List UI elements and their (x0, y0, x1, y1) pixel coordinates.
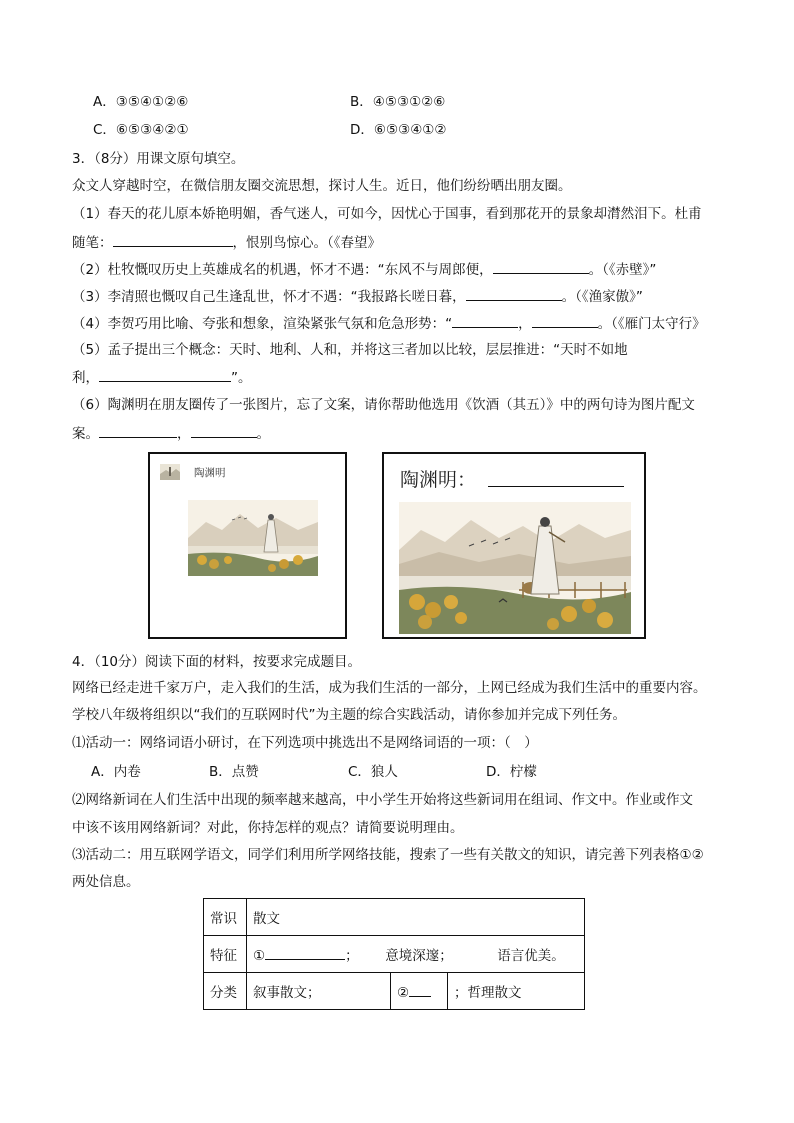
q4-option-a[interactable]: A．内卷 (91, 764, 141, 780)
q3-intro: 众文人穿越时空，在微信朋友圈交流思想，探讨人生。近日，他们纷纷晒出朋友圈。 (72, 178, 572, 194)
q4-task2-line1: ⑵网络新词在人们生活中出现的频率越来越高，中小学生开始将这些新词用在组词、作文中。作业或作文 (72, 792, 693, 808)
cell-blank-2 (391, 973, 448, 1010)
q4-material-line2: 学校八年级将组织以“我们的互联网时代”为主题的综合实践活动，请你参加并完成下列任务。 (72, 707, 626, 723)
q3-item4-blank-2[interactable] (532, 313, 598, 328)
q3-item4-sep: ， (518, 316, 532, 332)
q3-item6-blank-1[interactable] (99, 423, 177, 438)
q3-item5-line2 (72, 367, 252, 388)
landscape-painting-large (399, 502, 631, 634)
q3-item5-line1: （5）孟子提出三个概念：天时、地利、人和，并将这三者加以比较，层层推进：“天时不如地 (72, 342, 628, 358)
table-row (204, 973, 585, 1010)
q3-item1-line1: （1）春天的花儿原本娇艳明媚，香气迷人，可如今，因忧心于国事，看到那花开的景象却潸然泪下。杜甫 (72, 206, 702, 222)
cell-prose: 散文 (247, 899, 585, 936)
moments-post-large (382, 452, 646, 639)
row-head-feature: 特征 (204, 936, 247, 973)
q3-title: 3．（8分）用课文原句填空。 (72, 151, 245, 167)
q3-item2-blank[interactable] (493, 259, 589, 274)
q4-option-c[interactable]: C．狼人 (348, 764, 398, 780)
q2-option-a: A．③⑤④①②⑥ (93, 94, 189, 110)
q3-item1-line2 (72, 232, 381, 253)
q3-item6-sep: ， (177, 426, 191, 442)
feature-artistic-conception: 意境深邃； (385, 948, 453, 964)
blank-1-marker: ① (253, 948, 266, 964)
q3-item6-line1: （6）陶渊明在朋友圈传了一张图片，忘了文案，请你帮助他选用《饮酒（其五）》中的两句诗为图片配文 (72, 397, 695, 413)
blank-2[interactable] (409, 982, 431, 997)
q4-task2-line2: 中该不该用网络新词？对此，你持怎样的观点？请简要说明理由。 (72, 820, 464, 836)
q3-item3-blank[interactable] (466, 286, 562, 301)
q3-item1-prefix: 随笔： (72, 235, 113, 251)
q3-item6-line2 (72, 423, 270, 444)
row-head-category: 分类 (204, 973, 247, 1010)
q4-option-b[interactable]: B．点赞 (209, 764, 259, 780)
q3-item1-suffix: ，恨别鸟惊心。（《春望》 (232, 235, 381, 251)
q4-task3-line1: ⑶活动二：用互联网学语文，同学们利用所学网络技能，搜索了一些有关散文的知识，请完善下列表格①② (72, 847, 704, 863)
blank-1-sep: ； (345, 948, 359, 964)
q3-item4 (72, 313, 706, 334)
q3-item4-suffix: 。（《雁门太守行》 (597, 316, 706, 332)
q3-item4-blank-1[interactable] (452, 313, 518, 328)
q4-task1: ⑴活动一：网络词语小研讨，在下列选项中挑选出不是网络词语的一项：（ ） (72, 735, 538, 751)
cell-features (247, 936, 585, 973)
post-author-name: 陶渊明 (194, 467, 226, 479)
q3-item5-prefix: 利， (72, 370, 99, 386)
row-head-common: 常识 (204, 899, 247, 936)
q4-option-d[interactable]: D．柠檬 (486, 764, 537, 780)
table-row (204, 899, 585, 936)
prose-info-table (203, 898, 585, 1010)
q3-item2 (72, 259, 656, 280)
q2-option-b: B．④⑤③①②⑥ (350, 94, 446, 110)
q2-option-c: C．⑥⑤③④②① (93, 122, 189, 138)
q3-item2-suffix: 。（《赤壁》” (588, 262, 657, 278)
q3-item2-prefix: （2）杜牧慨叹历史上英雄成名的机遇，怀才不遇：“东风不与周郎便， (72, 262, 493, 278)
cell-philosophical-prose: ；哲理散文 (448, 973, 585, 1010)
avatar (160, 464, 180, 480)
q3-item3 (72, 286, 643, 307)
q4-task3-line2: 两处信息。 (72, 874, 140, 890)
post-caption-label: 陶渊明： (400, 469, 477, 491)
q4-title: 4．（10分）阅读下面的材料，按要求完成题目。 (72, 654, 362, 670)
blank-1[interactable] (265, 945, 345, 960)
cell-narrative-prose: 叙事散文； (247, 973, 391, 1010)
table-row (204, 936, 585, 973)
caption-blank[interactable] (488, 486, 624, 487)
moments-post-small (148, 452, 347, 639)
q3-item6-suffix: 。 (256, 426, 270, 442)
q3-item3-suffix: 。（《渔家傲》” (561, 289, 643, 305)
q3-item6-prefix: 案。 (72, 426, 99, 442)
q3-item6-blank-2[interactable] (191, 423, 257, 438)
landscape-painting-small (188, 500, 318, 576)
q3-item5-suffix: ”。 (231, 370, 252, 386)
q3-item3-prefix: （3）李清照也慨叹自己生逢乱世，怀才不遇：“我报路长嗟日暮， (72, 289, 466, 305)
q4-material-line1: 网络已经走进千家万户，走入我们的生活，成为我们生活的一部分，上网已经成为我们生活中的重要内容。 (72, 680, 707, 696)
q3-item1-blank[interactable] (113, 232, 233, 247)
q3-item5-blank[interactable] (99, 367, 231, 382)
q3-item4-prefix: （4）李贺巧用比喻、夸张和想象，渲染紧张气氛和危急形势：“ (72, 316, 453, 332)
blank-2-marker: ② (397, 984, 410, 1001)
feature-language: 语言优美。 (497, 948, 565, 964)
q2-option-d: D．⑥⑤③④①② (350, 122, 447, 138)
